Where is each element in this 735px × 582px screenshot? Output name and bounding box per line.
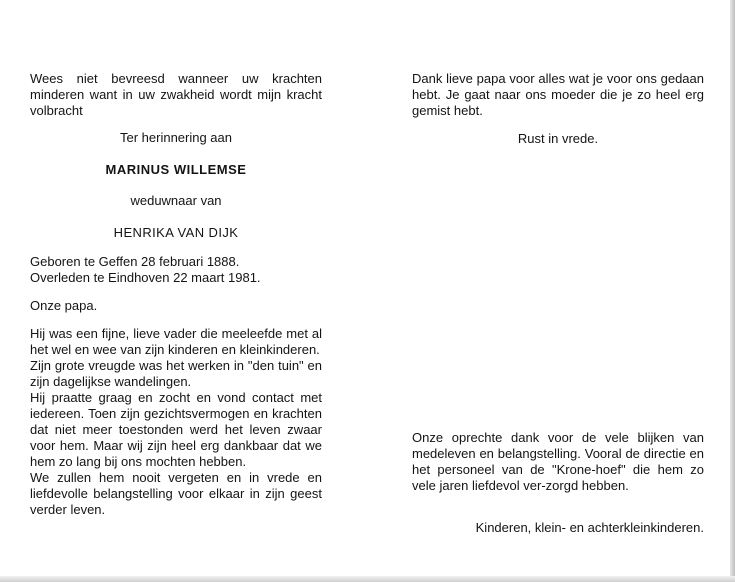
- verse-text: Wees niet bevreesd wanneer uw krachten minderen want in uw zwakheid wordt mijn kracht volbracht: [30, 71, 322, 118]
- tribute-text: [30, 326, 322, 518]
- card-edge-shadow: [730, 0, 735, 582]
- widower-line: weduwnaar van: [130, 193, 222, 208]
- death-line: Overleden te Eindhoven 22 maart 1981.: [30, 270, 261, 285]
- rest-in-peace: Rust in vrede.: [517, 131, 599, 146]
- family-signature: Kinderen, klein- en achterkleinkinderen.: [475, 520, 704, 535]
- tribute-paragraph-1: Hij was een fijne, lieve vader die meeleefde met al het wel en wee van zijn kinderen en kleinkinderen.: [30, 326, 322, 357]
- birth-line: Geboren te Geffen 28 februari 1888.: [30, 254, 240, 269]
- tribute-paragraph-4: We zullen hem nooit vergeten en in vrede en liefdevolle belangstelling voor elkaar in zijn geest verder leven.: [30, 470, 322, 517]
- thanks-text: Dank lieve papa voor alles wat je voor ons gedaan hebt. Je gaat naar ons moeder die je zo heel erg gemist hebt.: [412, 71, 704, 118]
- gratitude-text: Onze oprechte dank voor de vele blijken van medeleven en belangstelling. Vooral de directie en het personeel van de "Krone-hoef" die hem zo vele jaren liefdevol ver-zorgd hebben.: [412, 430, 704, 493]
- tribute-paragraph-3: Hij praatte graag en zocht en vond contact met iedereen. Toen zijn gezichtsvermogen en krachten dat niet meer toestonden werd het leven zwaar voor hem. Maar wij zijn heel erg dankbaar dat we hem zo lang bij ons mochten hebben.: [30, 390, 322, 469]
- remembrance-line: Ter herinnering aan: [119, 130, 233, 145]
- papa-line: Onze papa.: [30, 298, 98, 313]
- tribute-paragraph-2: Zijn grote vreugde was het werken in "den tuin" en zijn dagelijkse wandelingen.: [30, 358, 322, 389]
- spouse-name: HENRIKA VAN DIJK: [113, 225, 239, 240]
- deceased-name: MARINUS WILLEMSE: [105, 162, 247, 177]
- card-bottom-edge: [0, 576, 735, 582]
